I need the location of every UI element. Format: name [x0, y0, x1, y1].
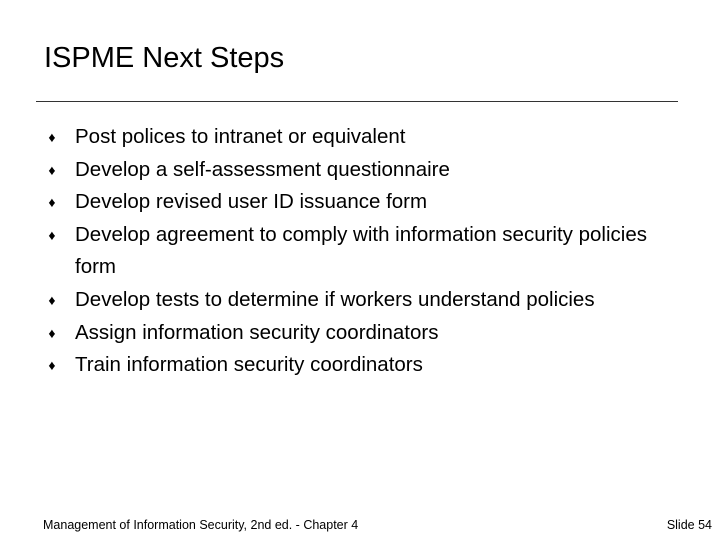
diamond-bullet-icon: ♦	[48, 129, 56, 145]
footer-slide-number: Slide 54	[666, 518, 712, 532]
bullet-list	[44, 121, 684, 382]
bullet-item	[44, 219, 684, 284]
bullet-item	[44, 317, 684, 350]
diamond-bullet-icon: ♦	[48, 357, 56, 374]
bullet-text: Develop tests to determine if workers understand policies	[75, 287, 595, 311]
bullet-item	[44, 349, 684, 382]
bullet-item	[44, 121, 684, 154]
bullet-text: Develop agreement to comply with information security policies form	[75, 222, 647, 279]
bullet-text: Train information security coordinators	[75, 353, 423, 377]
diamond-bullet-icon: ♦	[48, 194, 56, 211]
bullet-text: Assign information security coordinators	[75, 320, 439, 344]
bullet-item	[44, 186, 684, 219]
diamond-bullet-icon: ♦	[48, 226, 56, 243]
bullet-item	[44, 154, 684, 187]
diamond-bullet-icon: ♦	[48, 324, 56, 341]
slide-title: ISPME Next Steps	[44, 42, 285, 74]
bullet-text: Develop revised user ID issuance form	[75, 190, 428, 214]
bullet-text: Develop a self-assessment questionnaire	[75, 157, 450, 181]
bullet-text: Post polices to intranet or equivalent	[75, 125, 406, 148]
footer-course-title: Management of Information Security, 2nd ed. - Chapter 4	[43, 518, 359, 532]
diamond-bullet-icon: ♦	[48, 161, 56, 178]
title-divider	[36, 101, 678, 102]
diamond-bullet-icon: ♦	[48, 291, 56, 308]
bullet-item	[44, 284, 684, 317]
